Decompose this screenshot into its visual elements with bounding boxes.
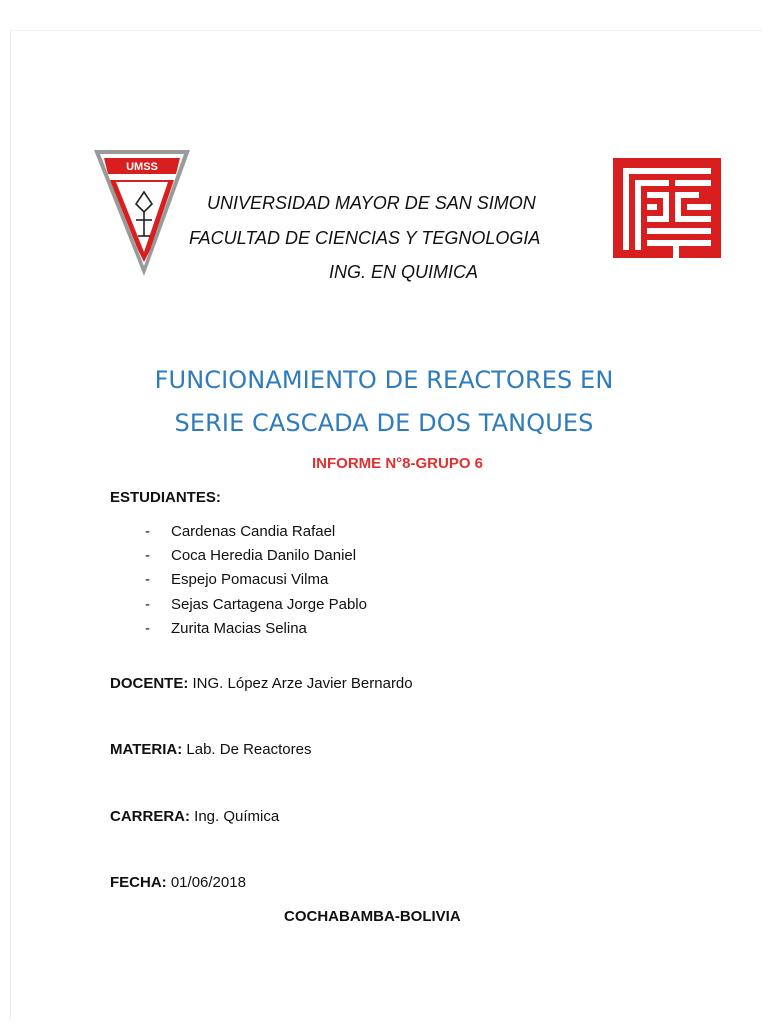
carrera-label: CARRERA: xyxy=(110,808,190,825)
docente-row xyxy=(110,675,413,692)
carrera-value: Ing. Química xyxy=(190,808,280,825)
materia-value: Lab. De Reactores xyxy=(182,741,312,758)
student-name: Cardenas Candia Rafael xyxy=(171,523,336,540)
umss-logo-text: UMSS xyxy=(126,161,158,173)
student-list xyxy=(145,520,367,641)
student-name: Coca Heredia Danilo Daniel xyxy=(171,547,357,565)
student-name: Zurita Macias Selina xyxy=(171,619,307,637)
list-item xyxy=(145,544,367,568)
list-bullet: - xyxy=(145,619,150,637)
carrera-row xyxy=(110,808,279,825)
list-item xyxy=(145,568,367,592)
list-item xyxy=(145,617,367,641)
list-bullet: - xyxy=(145,595,150,613)
list-bullet: - xyxy=(145,571,150,589)
list-item xyxy=(145,520,367,544)
fecha-label: FECHA: xyxy=(110,874,167,891)
student-name: Sejas Cartagena Jorge Pablo xyxy=(171,595,367,613)
location-text: COCHABAMBA-BOLIVIA xyxy=(284,908,461,925)
docente-value: ING. López Arze Javier Bernardo xyxy=(188,675,413,692)
report-title-line2: SERIE CASCADA DE DOS TANQUES xyxy=(174,409,594,437)
materia-label: MATERIA: xyxy=(110,741,183,758)
list-bullet: - xyxy=(145,523,150,540)
fecha-row xyxy=(110,874,246,891)
materia-row xyxy=(110,741,311,758)
university-name: UNIVERSIDAD MAYOR DE SAN SIMON xyxy=(207,193,536,213)
students-label: ESTUDIANTES: xyxy=(110,489,221,506)
docente-label: DOCENTE: xyxy=(110,675,189,692)
list-item xyxy=(145,593,367,617)
career-name: ING. EN QUIMICA xyxy=(329,262,479,282)
list-bullet: - xyxy=(145,547,150,565)
report-title-line1: FUNCIONAMIENTO DE REACTORES EN xyxy=(154,366,614,394)
fecha-value: 01/06/2018 xyxy=(166,874,246,891)
umss-logo xyxy=(94,150,190,276)
report-subtitle: INFORME N°8-GRUPO 6 xyxy=(312,455,484,472)
fcyt-logo xyxy=(613,158,721,258)
student-name: Espejo Pomacusi Vilma xyxy=(171,571,329,589)
faculty-name: FACULTAD DE CIENCIAS Y TEGNOLOGIA xyxy=(189,228,541,248)
